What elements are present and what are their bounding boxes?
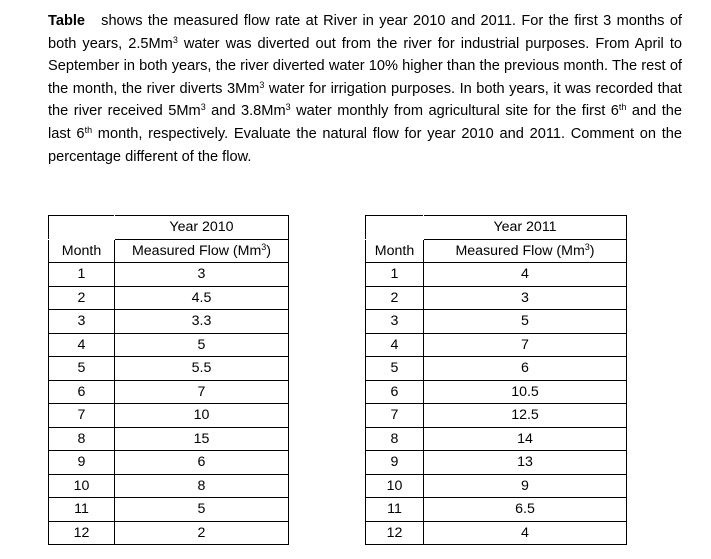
month-cell: 6 — [366, 380, 424, 404]
flow-cell: 8 — [115, 474, 289, 498]
flow-column-header: Measured Flow (Mm$^3$) — [424, 239, 627, 263]
month-cell: 4 — [49, 333, 115, 357]
table-row — [366, 333, 627, 357]
table-row — [49, 286, 289, 310]
statement-text-6: and the last 6 — [48, 103, 683, 142]
flow-cell: 7 — [115, 380, 289, 404]
superscript-th: th — [84, 124, 93, 135]
table-row — [49, 310, 289, 334]
table-row — [366, 380, 627, 404]
flow-cell: 15 — [115, 427, 289, 451]
problem-statement — [48, 10, 682, 168]
month-cell: 2 — [366, 286, 424, 310]
flow-cell: 12.5 — [424, 404, 627, 428]
month-cell: 1 — [49, 263, 115, 287]
flow-cell: 5.5 — [115, 357, 289, 381]
statement-text-3: water for irrigation purposes. In both years, it was recorded that the river received 5Mm — [48, 80, 682, 120]
flow-cell: 2 — [115, 521, 289, 545]
month-cell: 4 — [366, 333, 424, 357]
flow-cell: 4 — [424, 521, 627, 545]
flow-cell: 5 — [115, 498, 289, 522]
table-row — [49, 427, 289, 451]
flow-cell: 10.5 — [424, 380, 627, 404]
month-cell: 11 — [49, 498, 115, 522]
month-cell: 8 — [49, 427, 115, 451]
month-cell: 12 — [49, 521, 115, 545]
month-cell: 5 — [366, 357, 424, 381]
table-row — [366, 521, 627, 545]
flow-cell: 5 — [424, 310, 627, 334]
month-cell: 12 — [366, 521, 424, 545]
table-label: Table — [48, 13, 86, 29]
month-cell: 11 — [366, 498, 424, 522]
table-row — [366, 263, 627, 287]
month-cell: 7 — [366, 404, 424, 428]
table-row — [49, 498, 289, 522]
flow-cell: 3.3 — [115, 310, 289, 334]
table-body — [49, 263, 289, 545]
superscript-cube: 3 — [172, 34, 178, 45]
superscript-cube: 3 — [200, 102, 206, 113]
year-header: Year 2010 — [115, 216, 289, 240]
flow-cell: 7 — [424, 333, 627, 357]
table-row — [49, 380, 289, 404]
table-row — [366, 451, 627, 475]
month-column-header: Month — [366, 239, 424, 263]
table-row — [366, 357, 627, 381]
month-cell: 2 — [49, 286, 115, 310]
month-cell: 7 — [49, 404, 115, 428]
statement-text-1: shows the measured flow rate at River in year 2010 and 2011. For the first 3 months of both years, 2.5Mm — [48, 13, 682, 52]
month-cell: 5 — [49, 357, 115, 381]
table-row — [366, 498, 627, 522]
table-row — [366, 286, 627, 310]
superscript-cube: 3 — [285, 102, 291, 113]
month-column-header: Month — [49, 239, 115, 263]
flow-cell: 6 — [115, 451, 289, 475]
flow-cell: 4 — [424, 263, 627, 287]
table-row — [366, 310, 627, 334]
flow-cell: 5 — [115, 333, 289, 357]
month-cell: 9 — [366, 451, 424, 475]
table-row — [49, 474, 289, 498]
month-cell: 9 — [49, 451, 115, 475]
flow-cell: 10 — [115, 404, 289, 428]
table-corner-cell — [49, 216, 115, 240]
table-row — [366, 427, 627, 451]
month-cell: 10 — [49, 474, 115, 498]
flow-table-2010 — [48, 215, 289, 545]
flow-column-header: Measured Flow (Mm$^3$) — [115, 239, 289, 263]
flow-cell: 14 — [424, 427, 627, 451]
statement-text-7: month, respectively. Evaluate the natural flow for year 2010 and 2011. Comment on the percentage different of the flow. — [48, 125, 682, 165]
flow-table-2011 — [365, 215, 627, 545]
flow-cell: 6.5 — [424, 498, 627, 522]
flow-cell: 3 — [115, 263, 289, 287]
flow-cell: 4.5 — [115, 286, 289, 310]
month-cell: 8 — [366, 427, 424, 451]
statement-text-5: water monthly from agricultural site for the first 6 — [290, 103, 619, 120]
month-cell: 1 — [366, 263, 424, 287]
month-cell: 10 — [366, 474, 424, 498]
table-row — [49, 333, 289, 357]
flow-cell: 9 — [424, 474, 627, 498]
table-row — [49, 357, 289, 381]
table-row — [366, 404, 627, 428]
superscript-cube: 3 — [259, 79, 265, 90]
month-cell: 6 — [49, 380, 115, 404]
year-header: Year 2011 — [424, 216, 627, 240]
table-body — [366, 263, 627, 545]
statement-text-2: water was diverted out from the river for industrial purposes. From April to September in both years, the river diverted water 10% higher than the previous month. The rest of the month, the river diverts 3Mm — [48, 35, 682, 97]
table-row — [49, 521, 289, 545]
table-corner-cell — [366, 216, 424, 240]
flow-cell: 6 — [424, 357, 627, 381]
table-row — [49, 404, 289, 428]
flow-cell: 3 — [424, 286, 627, 310]
statement-text-4: and 3.8Mm — [205, 103, 286, 120]
month-cell: 3 — [366, 310, 424, 334]
table-row — [366, 474, 627, 498]
table-row — [49, 451, 289, 475]
table-row — [49, 263, 289, 287]
flow-cell: 13 — [424, 451, 627, 475]
superscript-th: th — [618, 102, 627, 113]
month-cell: 3 — [49, 310, 115, 334]
